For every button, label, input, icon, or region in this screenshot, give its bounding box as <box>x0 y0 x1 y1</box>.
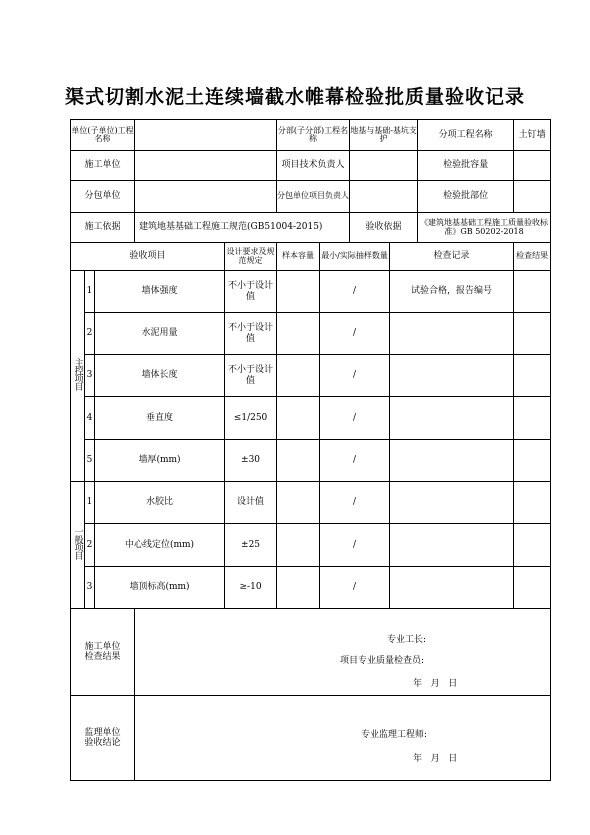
item-count: / <box>320 567 390 609</box>
header-row-subcontract <box>71 181 551 213</box>
supervision-check-signature <box>135 696 551 781</box>
subcontract-unit-value <box>135 181 277 213</box>
item-no: 3 <box>85 567 95 609</box>
item-count: / <box>320 524 390 567</box>
sub-project-value: 地基与基础-基坑支护 <box>350 120 418 151</box>
item-record <box>390 313 514 355</box>
main-item-row <box>71 313 551 355</box>
item-record: 试验合格，报告编号 <box>390 271 514 313</box>
item-result <box>514 271 551 313</box>
acceptance-record-table <box>70 119 551 781</box>
construction-check-row <box>71 609 551 696</box>
item-name: 墙顶标高(mm) <box>95 567 225 609</box>
item-requirement: ≥-10 <box>225 567 277 609</box>
construction-check-label: 施工单位检查结果 <box>71 609 135 696</box>
col-design: 设计要求及规范规定 <box>225 243 277 271</box>
page-title: 渠式切割水泥土连续墙截水帷幕检验批质量验收记录 <box>64 86 525 108</box>
item-name: 垂直度 <box>95 397 225 440</box>
item-result <box>514 397 551 440</box>
construction-check-signature <box>135 609 551 696</box>
header-row-project <box>71 120 551 151</box>
item-no: 1 <box>85 482 95 524</box>
main-item-row <box>71 355 551 397</box>
item-count: / <box>320 440 390 482</box>
col-result: 检查结果 <box>514 243 551 271</box>
item-requirement: 不小于设计值 <box>225 355 277 397</box>
item-result <box>514 313 551 355</box>
item-no: 5 <box>85 440 95 482</box>
item-record <box>390 567 514 609</box>
supervision-check-label: 监理单位验收结论 <box>71 696 135 781</box>
header-row-basis <box>71 213 551 243</box>
header-row-construction <box>71 151 551 181</box>
item-count: / <box>320 482 390 524</box>
batch-location-label: 检验批部位 <box>418 181 514 213</box>
item-no: 2 <box>85 524 95 567</box>
item-no: 1 <box>85 271 95 313</box>
column-header-row <box>71 243 551 271</box>
item-requirement: 不小于设计值 <box>225 313 277 355</box>
item-record <box>390 482 514 524</box>
item-name: 墙厚(mm) <box>95 440 225 482</box>
item-sample <box>277 482 320 524</box>
subcontract-unit-label: 分包单位 <box>71 181 135 213</box>
item-requirement: 设计值 <box>225 482 277 524</box>
item-sample <box>277 313 320 355</box>
supervision-date: 年 月 日 <box>413 754 458 764</box>
general-item-row <box>71 482 551 524</box>
unit-project-value <box>135 120 277 151</box>
batch-capacity-value <box>514 151 551 181</box>
main-item-row <box>71 271 551 313</box>
item-no: 2 <box>85 313 95 355</box>
col-sample: 样本容量 <box>277 243 320 271</box>
acceptance-basis-label: 验收依据 <box>350 213 418 243</box>
sub-item-value: 土钉墙 <box>514 120 551 151</box>
construction-date: 年 月 日 <box>413 679 458 689</box>
item-name: 墙体强度 <box>95 271 225 313</box>
item-sample <box>277 567 320 609</box>
item-record <box>390 440 514 482</box>
item-sample <box>277 440 320 482</box>
supervision-check-row <box>71 696 551 781</box>
item-count: / <box>320 355 390 397</box>
item-sample <box>277 355 320 397</box>
item-requirement: ±25 <box>225 524 277 567</box>
item-name: 水胶比 <box>95 482 225 524</box>
item-requirement: ±30 <box>225 440 277 482</box>
unit-project-label: 单位(子单位)工程名称 <box>71 120 135 151</box>
col-item: 验收项目 <box>71 243 225 271</box>
acceptance-basis-value: 《建筑地基基础工程施工质量验收标准》GB 50202-2018 <box>418 213 551 243</box>
sub-item-label: 分项工程名称 <box>418 120 514 151</box>
item-requirement: ≤1/250 <box>225 397 277 440</box>
inspector-label: 项目专业质量检查员: <box>340 656 425 666</box>
item-sample <box>277 271 320 313</box>
item-count: / <box>320 271 390 313</box>
item-result <box>514 440 551 482</box>
general-item-row <box>71 524 551 567</box>
col-record: 检查记录 <box>390 243 514 271</box>
item-count: / <box>320 397 390 440</box>
engineer-label: 专业监理工程师: <box>361 730 428 740</box>
item-count: / <box>320 313 390 355</box>
subcontract-lead-label: 分包单位项目负责人 <box>277 181 350 213</box>
item-result <box>514 355 551 397</box>
batch-location-value <box>514 181 551 213</box>
item-record <box>390 524 514 567</box>
item-result <box>514 482 551 524</box>
item-result <box>514 567 551 609</box>
general-item-row <box>71 567 551 609</box>
main-group-label: 主控项目 <box>71 271 85 482</box>
item-no: 3 <box>85 355 95 397</box>
sub-project-label: 分部(子分部)工程名称 <box>277 120 350 151</box>
basis-label: 施工依据 <box>71 213 135 243</box>
item-requirement: 不小于设计值 <box>225 271 277 313</box>
item-no: 4 <box>85 397 95 440</box>
item-record <box>390 355 514 397</box>
general-group-label: 一般项目 <box>71 482 85 609</box>
item-sample <box>277 397 320 440</box>
batch-capacity-label: 检验批容量 <box>418 151 514 181</box>
tech-lead-value <box>350 151 418 181</box>
tech-lead-label: 项目技术负责人 <box>277 151 350 181</box>
construction-unit-value <box>135 151 277 181</box>
item-name: 墙体长度 <box>95 355 225 397</box>
item-record <box>390 397 514 440</box>
item-sample <box>277 524 320 567</box>
item-name: 中心线定位(mm) <box>95 524 225 567</box>
basis-value: 建筑地基基础工程施工规范(GB51004-2015) <box>135 213 350 243</box>
main-item-row <box>71 397 551 440</box>
item-result <box>514 524 551 567</box>
foreman-label: 专业工长: <box>387 635 427 645</box>
col-min-actual: 最小/实际抽样数量 <box>320 243 390 271</box>
main-item-row <box>71 440 551 482</box>
item-name: 水泥用量 <box>95 313 225 355</box>
subcontract-lead-value <box>350 181 418 213</box>
construction-unit-label: 施工单位 <box>71 151 135 181</box>
